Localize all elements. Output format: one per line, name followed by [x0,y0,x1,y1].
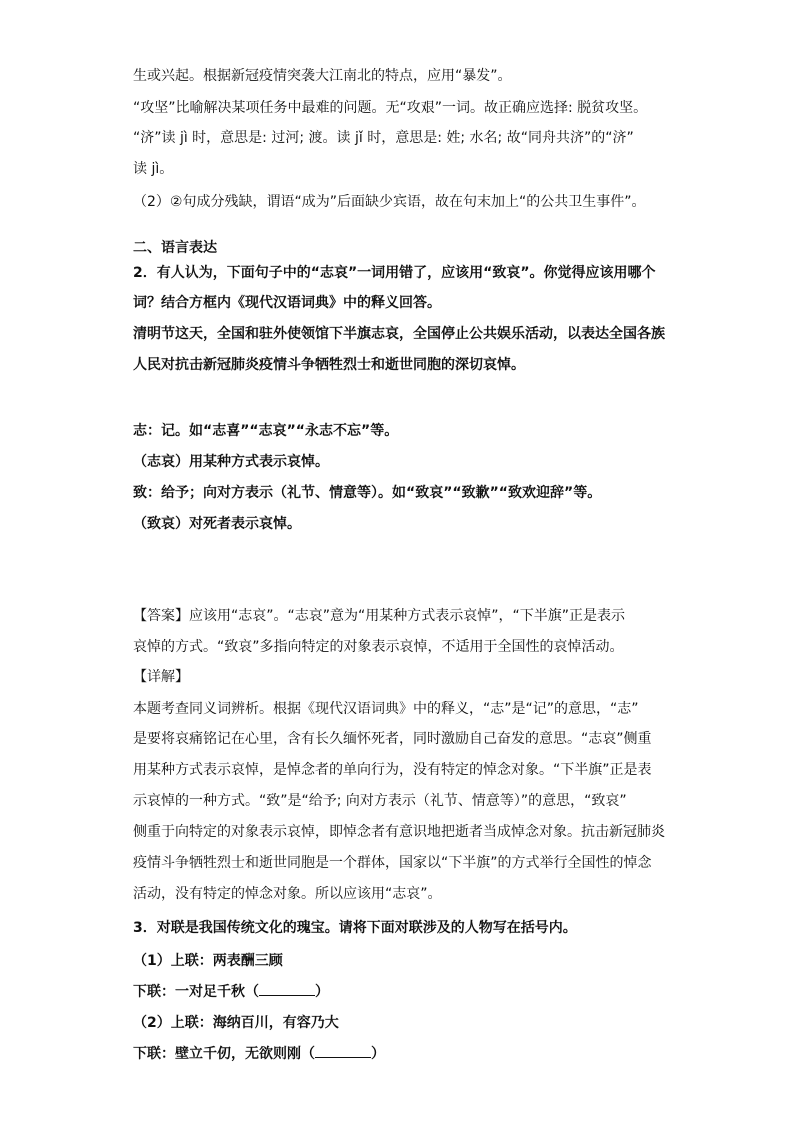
text-line: （2）②句成分残缺，谓语“成为”后面缺少宾语，故在句末加上“的公共卫生事件”。 [133,194,646,210]
couplet-1-upper: （1）上联：两表酬三顾 [133,953,283,969]
detail-tag: 【详解】 [133,669,189,685]
couplet-2-lower-text: 下联：壁立千仞，无欲则刚（ [133,1046,315,1062]
couplet-1-lower [133,982,693,1002]
detail-line: 活动，没有特定的悼念对象。所以应该用“志哀”。 [133,886,442,902]
text-line: “济”读 jì 时，意思是: 过河; 渡。读 jǐ 时，意思是: 姓; 水名; 故“同舟共济”的“济” [133,130,634,146]
question-3-line: 3．对联是我国传统文化的瑰宝。请将下面对联涉及的人物写在括号内。 [133,920,577,936]
question-2-sentence: 清明节这天，全国和驻外使领馆下半旗志哀，全国停止公共娱乐活动，以表达全国各族 [133,326,665,342]
detail-line: 用某种方式表示哀悼，是悼念者的单向行为，没有特定的悼念对象。“下半旗”正是表 [133,762,652,778]
question-2-sentence: 人民对抗击新冠肺炎疫情斗争牺牲烈士和逝世同胞的深切哀悼。 [133,357,525,373]
answer-line: 哀悼的方式。“致哀”多指向特定的对象表示哀悼，不适用于全国性的哀悼活动。 [133,639,624,655]
detail-line: 疫情斗争牺牲烈士和逝世同胞是一个群体，国家以“下半旗”的方式举行全国性的悼念 [133,855,652,871]
dictionary-entry: （志哀）用某种方式表示哀悼。 [133,454,329,470]
closing-paren: ） [371,1046,385,1062]
closing-paren: ） [315,984,329,1000]
answer-blank[interactable] [259,983,315,996]
detail-line: 是要将哀痛铭记在心里，含有长久缅怀死者，同时激励自己奋发的意思。“志哀”侧重 [133,731,652,747]
dictionary-entry: （致哀）对死者表示哀悼。 [133,516,301,532]
text-line: “攻坚”比喻解决某项任务中最难的问题。无“攻艰”一词。故正确应选择: 脱贫攻坚。 [133,100,648,116]
text-line: 读 jì。 [133,161,174,177]
detail-line: 本题考查同义词辨析。根据《现代汉语词典》中的释义，“志”是“记”的意思，“志” [133,701,639,717]
text-line: 生或兴起。根据新冠疫情突袭大江南北的特点，应用“暴发”。 [133,68,512,84]
section-heading: 二、语言表达 [133,240,217,256]
answer-blank[interactable] [315,1045,371,1058]
dictionary-entry: 志：记。如“志喜”“志哀”“永志不忘”等。 [133,423,399,439]
couplet-2-upper: （2）上联：海纳百川，有容乃大 [133,1015,339,1031]
couplet-2-lower [133,1044,693,1064]
answer-line [133,606,693,626]
answer-text: 应该用“志哀”。“志哀”意为“用某种方式表示哀悼”，“下半旗”正是表示 [189,608,626,624]
couplet-1-lower-text: 下联：一对足千秋（ [133,984,259,1000]
answer-tag: 【答案】 [133,608,189,624]
dictionary-entry: 致：给予；向对方表示（礼节、情意等）。如“致哀”“致歉”“致欢迎辞”等。 [133,485,602,501]
question-2-line: 词？结合方框内《现代汉语词典》中的释义回答。 [133,295,441,311]
detail-line: 示哀悼的一种方式。“致”是“给予; 向对方表示（礼节、情意等）”的意思，“致哀” [133,793,627,809]
question-2-line: 2．有人认为，下面句子中的“志哀”一词用错了，应该用“致哀”。你觉得应该用哪个 [133,265,656,281]
detail-line: 侧重于向特定的对象表示哀悼，即悼念者有意识地把逝者当成悼念对象。抗击新冠肺炎 [133,824,665,840]
